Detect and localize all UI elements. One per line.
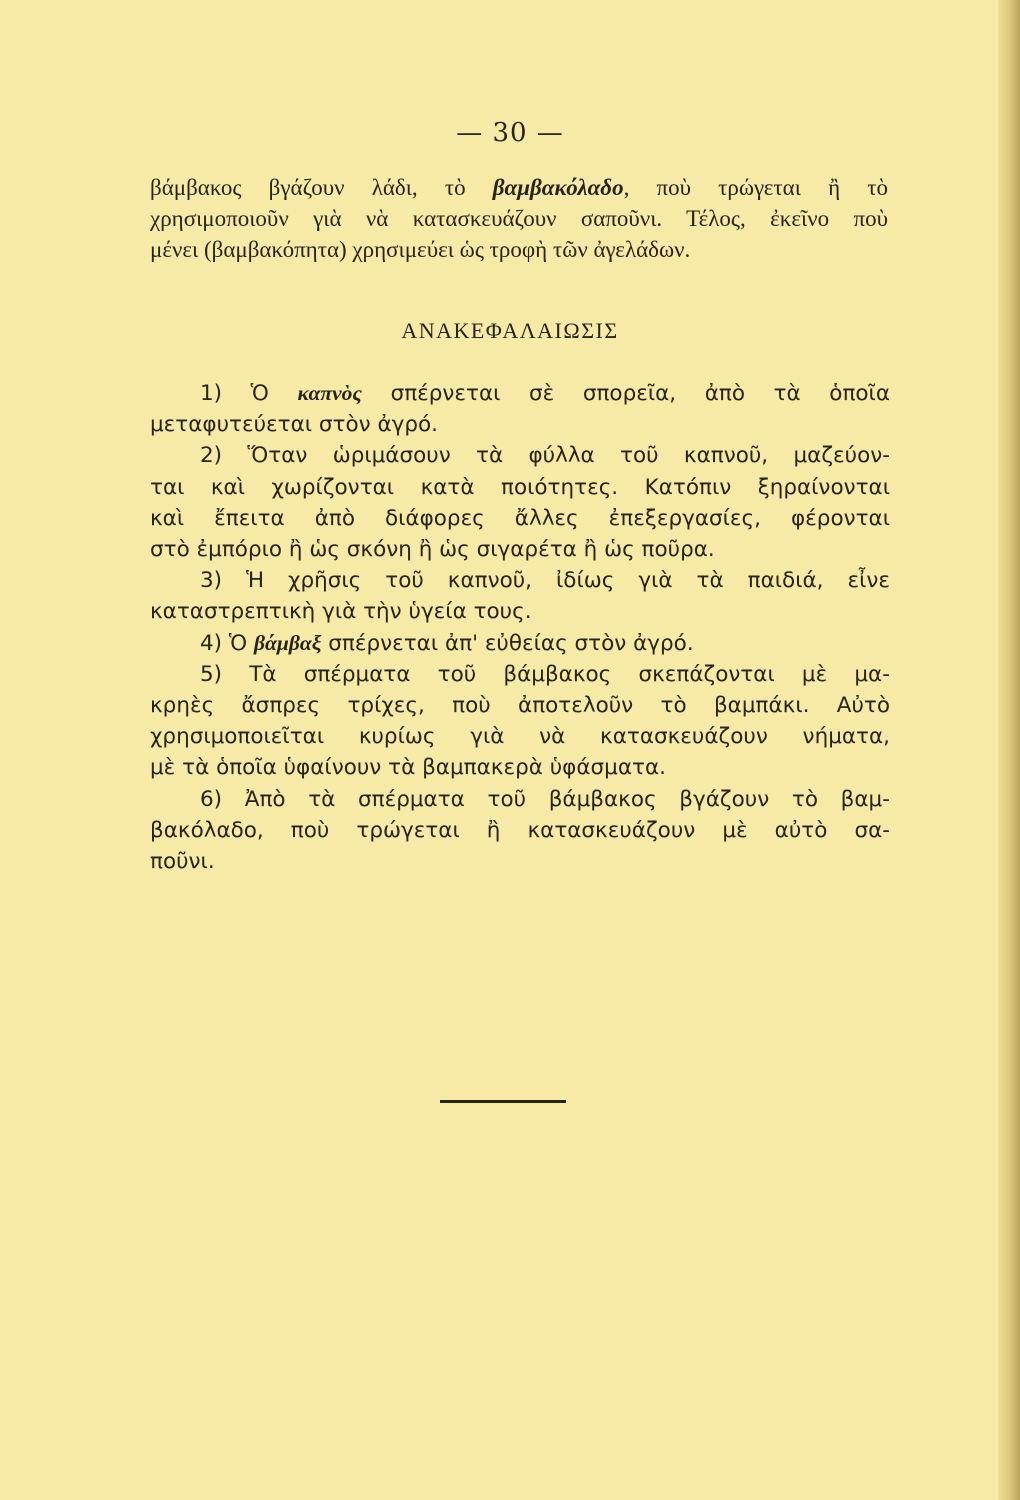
text-run: 1) Ὁ [200,381,298,406]
text-run: σπέρνεται ἀπ' εὐθείας στὸν ἀγρό. [321,630,694,656]
summary-line: 2) Ὅταν ὡριμάσουν τὰ φύλλα τοῦ καπνοῦ, μαζεύον- [200,443,890,469]
end-rule [440,1100,566,1103]
intro-line: μένει (βαμβακόπητα) χρησιμεύει ὡς τροφὴ τῶν ἀγελάδων. [150,237,691,262]
summary-line: 6) Ἀπὸ τὰ σπέρματα τοῦ βάμβακος βγάζουν τὸ βαμ- [200,786,890,812]
summary-line: χρησιμοποιεῖται κυρίως γιὰ νὰ κατασκευάζουν νήματα, [150,724,890,750]
summary-line: ται καὶ χωρίζονται κατὰ ποιότητες. Κατόπιν ξηραίνονται [150,474,890,500]
summary-line [150,628,890,659]
intro-paragraph [150,172,888,265]
summary-line: βακόλαδο, ποὺ τρώγεται ἢ κατασκευάζουν μὲ αὐτὸ σα- [150,817,890,843]
summary-line: στὸ ἐμπόριο ἢ ὡς σκόνη ἢ ὡς σιγαρέτα ἢ ὡς ποῦρα. [150,537,715,563]
keyword-italic: βάμβαξ [253,630,322,655]
section-heading: ΑΝΑΚΕΦΑΛΑΙΩΣΙΣ [401,318,619,343]
summary-line: 5) Τὰ σπέρματα τοῦ βάμβακος σκεπάζονται μὲ μα- [200,661,890,687]
summary-line: ποῦνι. [150,849,215,875]
keyword-italic: καπνὸς [297,381,362,405]
page-edge [998,0,1020,1500]
summary-line: μεταφυτεύεται στὸν ἀγρό. [150,412,438,438]
summary-line: μὲ τὰ ὁποῖα ὑφαίνουν τὰ βαμπακερὰ ὑφάσματα. [150,755,666,781]
summary-line: κρηὲς ἄσπρες τρίχες, ποὺ ἀποτελοῦν τὸ βαμπάκι. Αὐτὸ [150,693,890,719]
summary-line: καὶ ἔπειτα ἀπὸ διάφορες ἄλλες ἐπεξεργασίες, φέρονται [150,505,890,531]
intro-line [150,172,888,203]
summary-line: καταστρεπτικὴ γιὰ τὴν ὑγεία τους. [150,599,532,625]
text-run: , ποὺ τρώγεται ἢ τὸ [623,175,888,200]
text-run: βάμβακος βγάζουν λάδι, τὸ [150,175,493,200]
text-run: σπέρνεται σὲ σπορεῖα, ἀπὸ τὰ ὁποῖα [361,381,890,406]
summary-list [150,378,890,877]
summary-line [150,378,890,409]
keyword-italic: βαμβακόλαδο [492,175,624,200]
intro-line: χρησιμοποιοῦν γιὰ νὰ κατασκευάζουν σαποῦνι. Τέλος, ἐκεῖνο ποὺ [150,206,888,231]
page-number: — 30 — [456,118,564,148]
summary-line: 3) Ἡ χρῆσις τοῦ καπνοῦ, ἰδίως γιὰ τὰ παιδιά, εἶνε [200,568,890,594]
text-run: 4) Ὁ [200,630,254,656]
